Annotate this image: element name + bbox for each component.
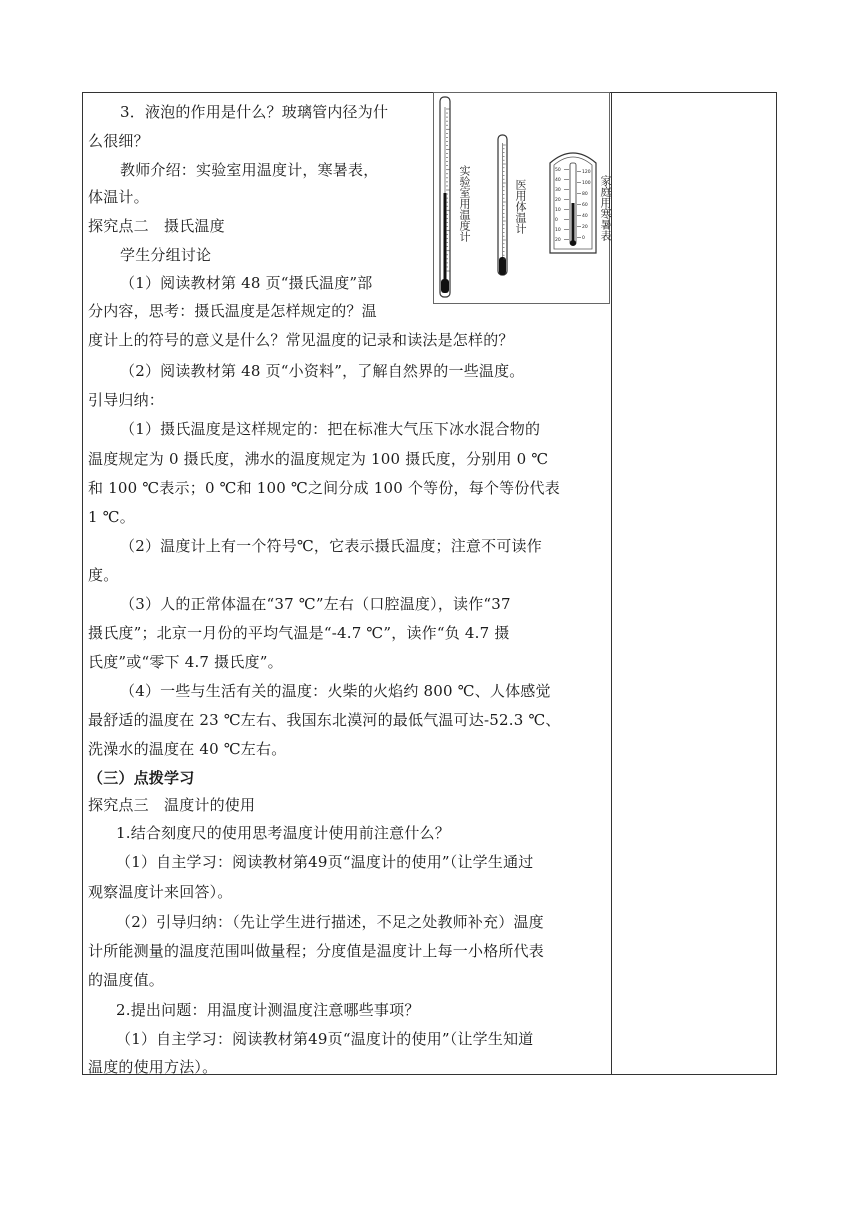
scale-label-left: 30 <box>555 188 561 193</box>
lab-thermometer-label: 实验室用温度计 <box>458 165 471 242</box>
thermometer-figure <box>433 92 610 304</box>
text-line: 温度规定为 0 摄氏度，沸水的温度规定为 100 摄氏度，分别用 0 ℃ <box>88 450 549 468</box>
text-line: （2）阅读教材第 48 页“小资料”，了解自然界的一些温度。 <box>120 362 525 380</box>
lab-thermometer <box>440 97 450 297</box>
scale-label-right: 20 <box>582 225 588 230</box>
scale-label-left: 40 <box>555 178 561 183</box>
scale-label-left: 20 <box>555 238 561 243</box>
text-line: 摄氏度”；北京一月份的平均气温是“-4.7 ℃”，读作“负 4.7 摄 <box>88 624 510 642</box>
text-line: （4）一些与生活有关的温度：火柴的火焰约 800 ℃、人体感觉 <box>120 682 551 700</box>
clinical-thermometer <box>498 135 507 275</box>
text-line: 1.结合刻度尺的使用思考温度计使用前注意什么？ <box>116 824 450 842</box>
section-heading: （三）点拨学习 <box>88 769 195 787</box>
section-heading: 探究点二 摄氏温度 <box>88 217 225 235</box>
text-line: 洗澡水的温度在 40 ℃左右。 <box>88 740 287 758</box>
text-line: （1）自主学习：阅读教材第49页“温度计的使用”（让学生通过 <box>116 853 534 871</box>
scale-label-right: 100 <box>582 181 591 186</box>
text-line: 教师介绍：实验室用温度计，寒暑表， <box>120 161 379 179</box>
text-line: （2）温度计上有一个符号℃，它表示摄氏温度；注意不可读作 <box>120 537 542 555</box>
text-line: （1）阅读教材第 48 页“摄氏温度”部 <box>120 274 373 292</box>
text-line: （1）自主学习：阅读教材第49页“温度计的使用”（让学生知道 <box>116 1030 534 1048</box>
household-thermometer <box>550 153 596 253</box>
text-line: 和 100 ℃表示；0 ℃和 100 ℃之间分成 100 个等份，每个等份代表 <box>88 479 560 497</box>
scale-label-right: 0 <box>582 236 585 241</box>
scale-label-right: 40 <box>582 214 588 219</box>
scale-label-right: 60 <box>582 203 588 208</box>
text-line: 氏度”或“零下 4.7 摄氏度”。 <box>88 653 283 671</box>
text-line: 学生分组讨论 <box>120 246 212 264</box>
text-line: 体温计。 <box>88 188 149 206</box>
text-line: 1 ℃。 <box>88 508 135 526</box>
text-line: 3．液泡的作用是什么？玻璃管内径为什 <box>120 103 389 121</box>
scale-label-left: 20 <box>555 198 561 203</box>
scale-label-left: 0 <box>555 218 558 223</box>
text-line: 的温度值。 <box>88 971 165 989</box>
section-heading: 探究点三 温度计的使用 <box>88 796 256 814</box>
text-line: 度计上的符号的意义是什么？常见温度的记录和读法是怎样的？ <box>88 331 514 349</box>
text-line: 观察温度计来回答）。 <box>88 883 233 901</box>
scale-label-left: 10 <box>555 228 561 233</box>
clinical-thermometer-label: 医用体温计 <box>514 179 527 234</box>
text-line: 引导归纳： <box>88 391 165 409</box>
text-line: 度。 <box>88 566 119 584</box>
text-line: 么很细？ <box>88 132 149 150</box>
scale-label-left: 10 <box>555 208 561 213</box>
text-line: （2）引导归纳：（先让学生进行描述，不足之处教师补充）温度 <box>116 913 544 931</box>
scale-label-right: 80 <box>582 192 588 197</box>
text-line: 计所能测量的温度范围叫做量程；分度值是温度计上每一小格所代表 <box>88 942 545 960</box>
text-line: 分内容，思考：摄氏温度是怎样规定的？温 <box>88 302 377 320</box>
household-thermometer-label: 家庭用寒暑表 <box>599 175 612 241</box>
scale-label-right: 120 <box>582 170 591 175</box>
text-line: （1）摄氏温度是这样规定的：把在标准大气压下冰水混合物的 <box>120 420 541 438</box>
text-line: （3）人的正常体温在“37 ℃”左右（口腔温度），读作“37 <box>120 595 511 613</box>
text-line: 温度的使用方法）。 <box>88 1058 218 1076</box>
scale-label-left: 50 <box>555 168 561 173</box>
text-line: 2.提出问题：用温度计测温度注意哪些事项？ <box>116 1001 420 1019</box>
text-line: 最舒适的温度在 23 ℃左右、我国东北漠河的最低气温可达-52.3 ℃、 <box>88 711 561 729</box>
